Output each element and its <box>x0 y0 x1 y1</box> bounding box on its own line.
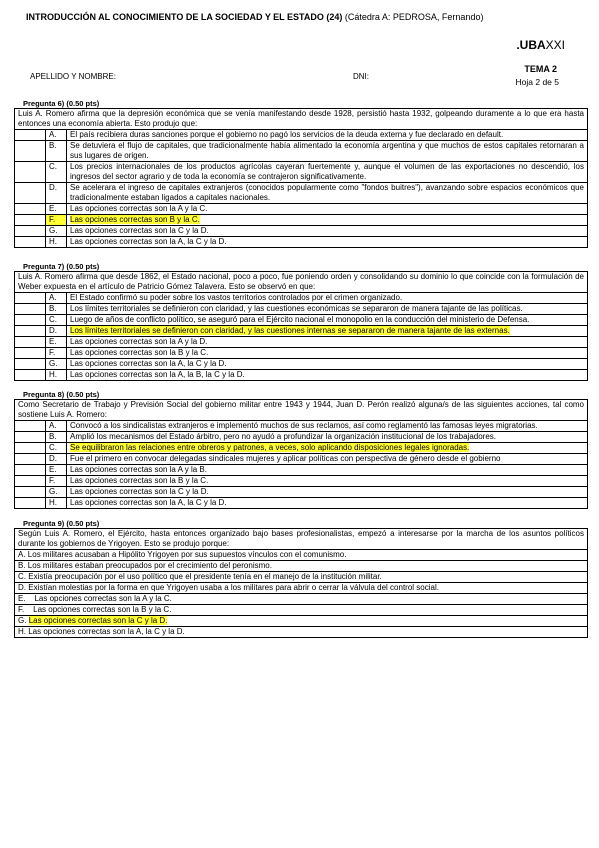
option-letter: E. <box>46 337 67 348</box>
option-text-highlighted: Las opciones correctas son la C y la D. <box>28 616 168 625</box>
option-letter: C. <box>46 162 67 183</box>
option-text: Los precios internacionales de los productos agrícolas cayeran fuertemente y, aunque el volumen de las exportaciones no descendió, los ingresos del sector agrario y de toda la economía se contrajeron significativamente. <box>67 162 588 183</box>
option-letter: G. <box>46 226 67 237</box>
name-field-label: APELLIDO Y NOMBRE: <box>30 72 116 81</box>
option-row[interactable] <box>15 583 588 594</box>
question-stem: Según Luis A. Romero, el Ejército, hasta entonces organizado bajo bases profesionalistas, empezó a interesarse por la marcha de los asuntos políticos durante los gobiernos de Yrigoyen. Esto se produjo porque: <box>15 529 588 550</box>
option-row[interactable] <box>15 627 588 638</box>
option-letter: D. <box>46 454 67 465</box>
course-chair: (Cátedra A: PEDROSA, Fernando) <box>344 12 484 22</box>
option-letter: G. <box>46 359 67 370</box>
option-row[interactable] <box>15 304 588 315</box>
option-row[interactable] <box>15 465 588 476</box>
option-letter: F. <box>46 476 67 487</box>
option-letter: H. <box>18 627 26 636</box>
question-stem: Luis A. Romero afirma que desde 1862, el Estado nacional, poco a poco, fue poniendo orden y consolidando su dominio lo que coincide con la formulación de Weber expuesta en el artículo de Patricio Gómez Talavera. Esto se observó en que: <box>15 272 588 293</box>
option-letter: F. <box>18 605 25 614</box>
option-text: Las opciones correctas son la A, la C y la D. <box>67 498 588 509</box>
option-text: Las opciones correctas son la B y la C. <box>67 476 588 487</box>
option-text: Los límites territoriales se definieron con claridad, y las cuestiones económicas se separaron de manera tajante de las políticas. <box>67 304 588 315</box>
option-letter: C. <box>46 315 67 326</box>
option-row[interactable] <box>15 183 588 204</box>
option-text: Las opciones correctas son la A, la C y la D. <box>67 359 588 370</box>
option-text: Existían molestias por la forma en que Yrigoyen usaba a los militares para abrir o cerrar la válvula del control social. <box>28 583 439 592</box>
option-row-selected[interactable] <box>15 443 588 454</box>
option-text: El país recibiera duras sanciones porque el gobierno no pagó los servicios de la deuda externa y fue declarado en default. <box>67 130 588 141</box>
option-row[interactable] <box>15 359 588 370</box>
option-text: Existía preocupación por el uso político que el presidente tenía en el manejo de la institución militar. <box>28 572 382 581</box>
exam-title <box>26 12 483 22</box>
option-letter: H. <box>46 237 67 248</box>
option-row[interactable] <box>15 498 588 509</box>
question-6 <box>14 99 588 248</box>
option-row[interactable] <box>15 237 588 248</box>
option-text: Se acelerara el ingreso de capitales extranjeros (conocidos popularmente como "fondos buitres"), avanzando sobre espacios económicos que tradicionalmente estaban ligados a capitales nacionales. <box>67 183 588 204</box>
option-text: Luego de años de conflicto político, se aseguró para el Ejército nacional el monopolio en la conducción del ministerio de Defensa. <box>67 315 588 326</box>
option-text: Las opciones correctas son la A y la D. <box>67 337 588 348</box>
option-row[interactable] <box>15 130 588 141</box>
option-row[interactable] <box>15 315 588 326</box>
question-stem: Luis A. Romero afirma que la depresión económica que se venía manifestando desde 1928, persistió hasta 1932, golpeando duramente a lo que era hasta entonces una economía abierta. Esto produjo que: <box>15 109 588 130</box>
question-stem: Como Secretario de Trabajo y Previsión Social del gobierno militar entre 1943 y 1944, Juan D. Perón realizó alguna/s de las siguientes acciones, tal como sostiene Luis A. Romero: <box>15 400 588 421</box>
option-row[interactable] <box>15 204 588 215</box>
option-row[interactable] <box>15 421 588 432</box>
option-row-selected[interactable] <box>15 215 588 226</box>
option-row[interactable] <box>15 226 588 237</box>
option-letter: C. <box>46 443 67 454</box>
option-row[interactable] <box>15 561 588 572</box>
option-letter: C. <box>18 572 26 581</box>
option-row[interactable] <box>15 348 588 359</box>
option-letter: F. <box>46 348 67 359</box>
option-text-highlighted: Los límites territoriales se definieron con claridad, y las cuestiones internas se separaron de manera tajante de las externas. <box>70 326 510 335</box>
question-label: Pregunta 7) (0.50 pts) <box>23 262 100 271</box>
question-label: Pregunta 8) (0.50 pts) <box>23 390 100 399</box>
option-text: Las opciones correctas son la A, la C y la D. <box>28 627 185 636</box>
option-letter: D. <box>18 583 26 592</box>
dni-field-label: DNI: <box>353 72 369 81</box>
course-title: INTRODUCCIÓN AL CONOCIMIENTO DE LA SOCIEDAD Y EL ESTADO (24) <box>26 12 343 22</box>
option-row[interactable] <box>15 337 588 348</box>
option-row[interactable] <box>15 550 588 561</box>
option-row[interactable] <box>15 605 588 616</box>
option-letter: A. <box>46 130 67 141</box>
option-row[interactable] <box>15 572 588 583</box>
option-text: Las opciones correctas son la A, la B, la C y la D. <box>67 370 588 381</box>
option-row-selected[interactable] <box>15 616 588 627</box>
option-text: Las opciones correctas son la A y la B. <box>67 465 588 476</box>
option-text: Las opciones correctas son la C y la D. <box>67 487 588 498</box>
question-7 <box>14 262 588 381</box>
option-row-selected[interactable] <box>15 326 588 337</box>
option-text: Las opciones correctas son la B y la C. <box>33 605 172 614</box>
option-text: Las opciones correctas son la A, la C y la D. <box>67 237 588 248</box>
option-letter: F. <box>46 215 67 226</box>
option-letter: A. <box>46 293 67 304</box>
option-text: Las opciones correctas son la A y la C. <box>34 594 172 603</box>
page-number: Hoja 2 de 5 <box>515 77 559 87</box>
option-letter: A. <box>46 421 67 432</box>
option-text: Los militares acusaban a Hipólito Yrigoyen por sus supuestos vínculos con el comunismo. <box>27 550 347 559</box>
option-text: Convocó a los sindicalistas extranjeros e implementó muchos de sus reclamos, así como reglamentó las famosas leyes migratorias. <box>67 421 588 432</box>
option-text-highlighted: Se equilibraron las relaciones entre obreros y patrones, a veces, solo aplicando disposiciones legales ignoradas. <box>70 443 470 452</box>
option-row[interactable] <box>15 487 588 498</box>
question-8 <box>14 390 588 509</box>
uba-logo: .UBAXXI <box>516 38 565 52</box>
option-letter: B. <box>46 432 67 443</box>
option-row[interactable] <box>15 293 588 304</box>
tema-label: TEMA 2 <box>524 64 557 74</box>
option-letter: B. <box>46 141 67 162</box>
option-letter: A. <box>18 550 26 559</box>
option-row[interactable] <box>15 476 588 487</box>
option-letter: H. <box>46 370 67 381</box>
option-text: Amplió los mecanismos del Estado árbitro, pero no ayudó a profundizar la organización institucional de los trabajadores. <box>67 432 588 443</box>
option-row[interactable] <box>15 454 588 465</box>
option-letter: E. <box>46 465 67 476</box>
option-letter: D. <box>46 183 67 204</box>
option-row[interactable] <box>15 594 588 605</box>
option-text: Los militares estaban preocupados por el crecimiento del peronismo. <box>27 561 272 570</box>
option-letter: D. <box>46 326 67 337</box>
option-letter: G. <box>46 487 67 498</box>
option-text: Se detuviera el flujo de capitales, que tradicionalmente había alimentado la economía argentina y que muchos de estos capitales retornaran a sus lugares de origen. <box>67 141 588 162</box>
question-label: Pregunta 6) (0.50 pts) <box>23 99 100 108</box>
question-label: Pregunta 9) (0.50 pts) <box>23 519 100 528</box>
option-text-highlighted: Las opciones correctas son B y la C. <box>70 215 200 224</box>
option-text: Las opciones correctas son la A y la C. <box>67 204 588 215</box>
option-letter: B. <box>18 561 26 570</box>
option-letter: E. <box>18 594 26 603</box>
option-letter: B. <box>46 304 67 315</box>
option-letter: E. <box>46 204 67 215</box>
option-text: Las opciones correctas son la C y la D. <box>67 226 588 237</box>
option-row[interactable] <box>15 432 588 443</box>
option-text: Las opciones correctas son la B y la C. <box>67 348 588 359</box>
option-row[interactable] <box>15 370 588 381</box>
option-letter: H. <box>46 498 67 509</box>
option-text: Fue el primero en convocar delegadas sindicales mujeres y aplicar políticas con perspectiva de género desde el gobierno <box>67 454 588 465</box>
option-letter: G. <box>18 616 27 625</box>
option-row[interactable] <box>15 141 588 162</box>
question-9 <box>14 519 588 638</box>
option-row[interactable] <box>15 162 588 183</box>
option-text: El Estado confirmó su poder sobre los vastos territorios controlados por el crimen organizado. <box>67 293 588 304</box>
